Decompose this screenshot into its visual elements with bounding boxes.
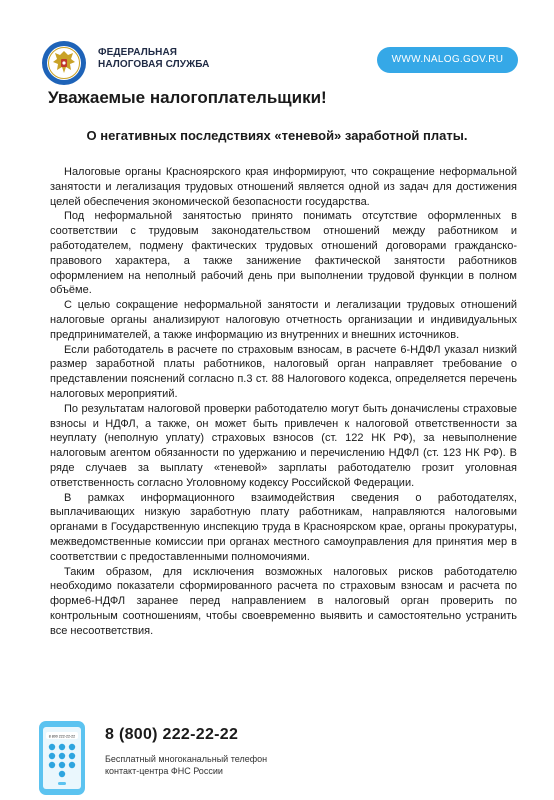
paragraph: Таким образом, для исключения возможных налоговых рисков работодателю необходимо показатели сформированного расчета по страховым взносам и расчета по форме6-НДФЛ заранее перед направлением в налоговый орган проверить по контрольным соотношениям, чтобы своевременно выявить и самостоятельно устранить все несоответствия. (50, 565, 517, 637)
article-body (50, 165, 517, 639)
paragraph: В рамках информационного взаимодействия сведения о работодателях, выплачивающих низкую заработную плату работникам, направляются налоговыми органами в Государственную инспекцию труда в Красноярском крае, органы прокуратуры, межведомственные комиссии при органах местного самоуправления для принятия мер в соответствии с предоставленными полномочиями. (50, 491, 517, 563)
paragraph: С целью сокращение неформальной занятости и легализации трудовых отношений налоговые органы анализируют налоговую отчетность организации и индивидуальных предпринимателей, а также информацию из внутренних и внешних источников. (50, 299, 517, 341)
paragraph: По результатам налоговой проверки работодателю могут быть доначислены страховые взносы и НДФЛ, а также, он может быть привлечен к налоговой ответственности за неуплату (неполную уплату) страховых взносов (ст. 122 НК РФ), за невыполнение налоговым агентом обязанности по удержанию и перечислению НДФЛ (ст. 123 НК РФ). В ряде случаев за выплату «теневой» зарплаты работодателю грозит уголовная ответственность согласно Уголовному кодексу Российской Федерации. (50, 402, 517, 489)
smartphone-keypad-icon (38, 720, 86, 796)
paragraph: Налоговые органы Красноярского края информируют, что сокращение неформальной занятости и легализация трудовых отношений является одной из задач для достижения целей обеспечения экономической безопасности государства. (50, 166, 517, 208)
page-subtitle: О негативных последствиях «теневой» заработной платы. (86, 128, 468, 143)
page-title: Уважаемые налогоплательщики! (48, 88, 327, 107)
org-name-line2: НАЛОГОВАЯ СЛУЖБА (98, 59, 210, 70)
hotline-caption-line2: контакт-центра ФНС России (105, 766, 223, 776)
org-name (98, 47, 209, 71)
hotline-phone-number[interactable]: 8 (800) 222-22-22 (105, 726, 239, 743)
hotline-caption (105, 753, 267, 777)
org-name-line1: ФЕДЕРАЛЬНАЯ (98, 47, 178, 58)
paragraph: Под неформальной занятостью принято понимать отсутствие оформленных в соответствии с трудовым законодательством отношений между работником и работодателем, подмену фактических трудовых отношений договорами гражданско-правового характера, а также занижение фактической занятости работников оформлением на неполный рабочий день при выполнении трудовой функции в полном объёме. (50, 210, 517, 297)
footer (0, 712, 554, 800)
phone-screen-number: 8 800 222-22-22 (48, 734, 76, 739)
header (0, 0, 554, 82)
website-link[interactable]: WWW.NALOG.GOV.RU (377, 47, 518, 73)
hotline-caption-line1: Бесплатный многоканальный телефон (105, 754, 268, 764)
fns-emblem-icon (41, 40, 87, 86)
paragraph: Если работодатель в расчете по страховым взносам, в расчете 6-НДФЛ указал низкий размер заработной платы работников, налоговый орган направляет требование о представлении пояснений согласно п.3 ст. 88 Налогового кодекса, определяется перечень налоговых мероприятий. (50, 343, 517, 400)
